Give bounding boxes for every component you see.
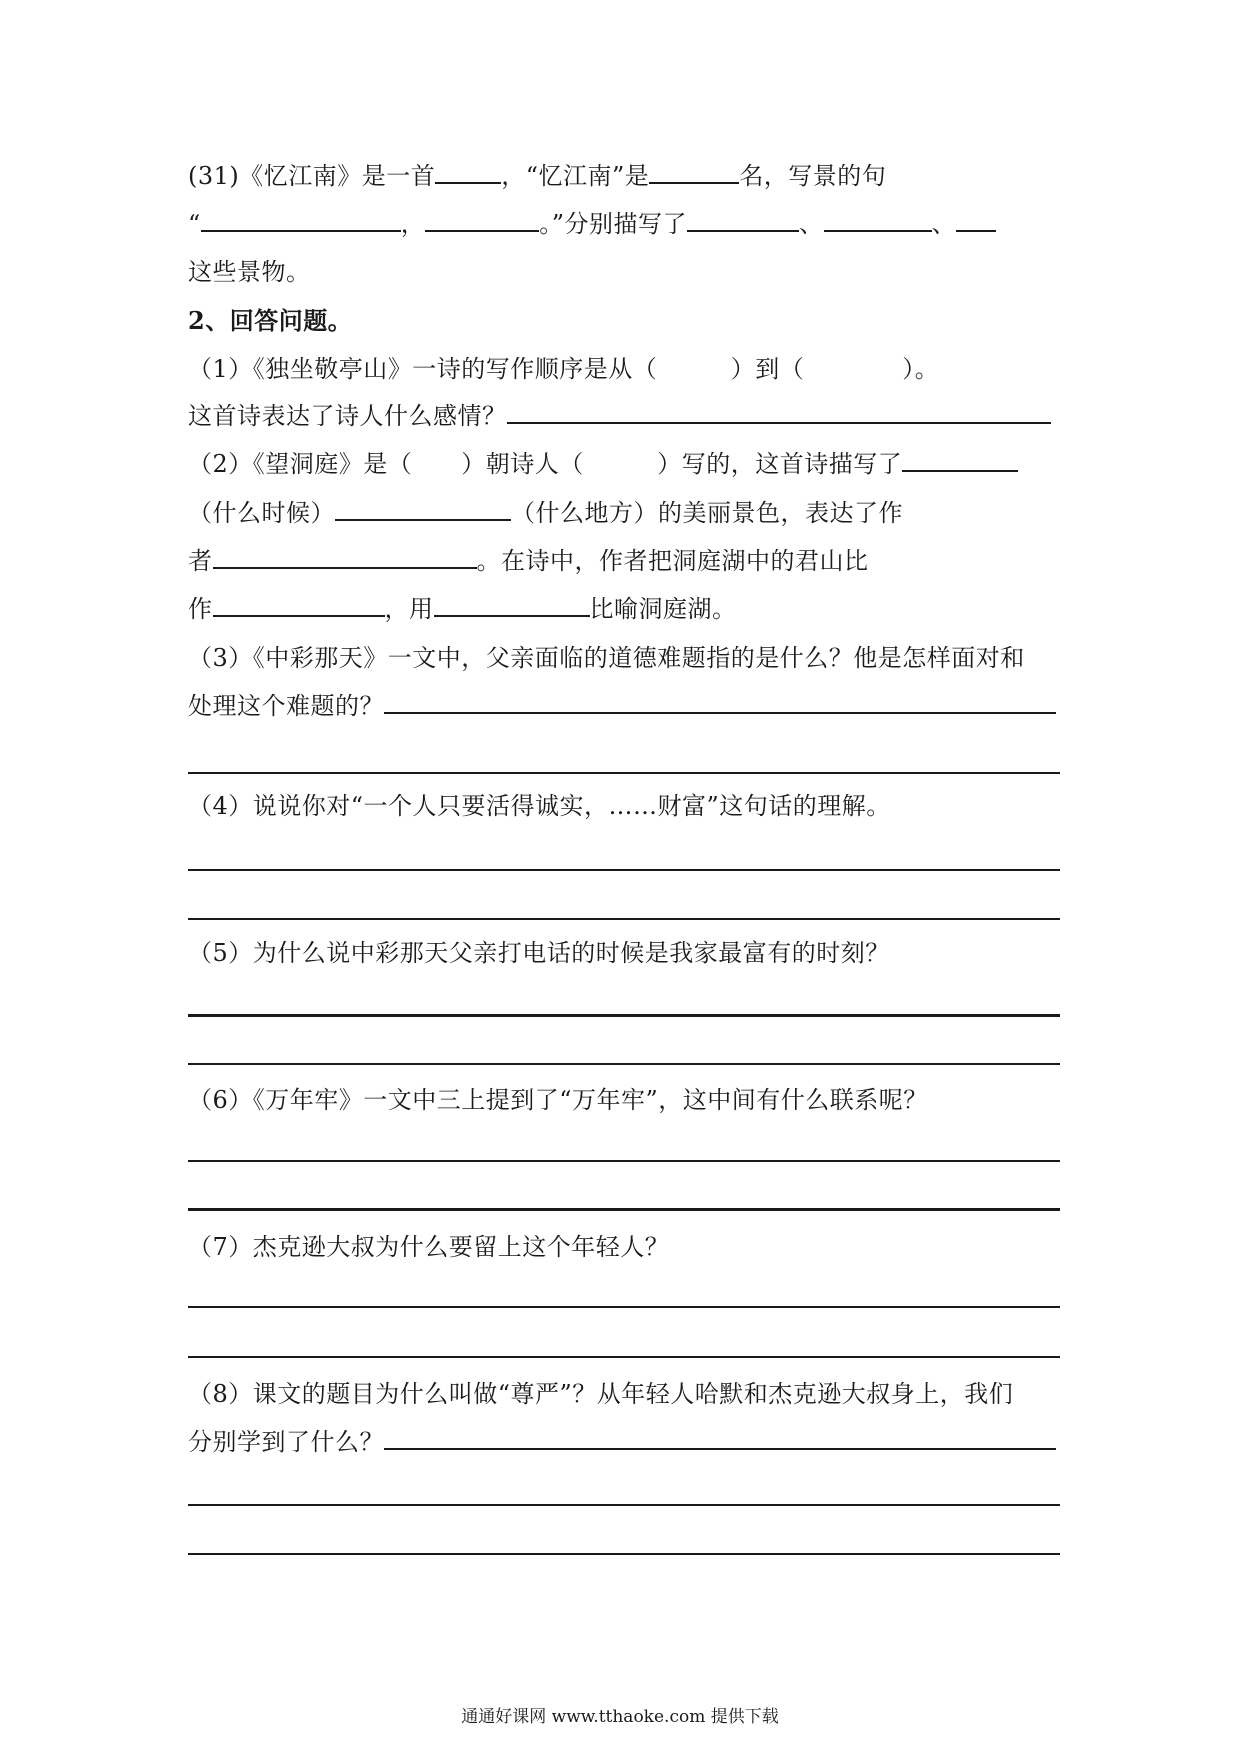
q31-blank-7[interactable] [956,208,996,232]
q2-line3 [188,545,869,577]
q1-line2 [188,400,1051,432]
q4-answer-line-1[interactable] [188,869,1060,871]
q31-text-described: 。”分别描写了 [539,210,688,238]
q31-line3: 这些景物。 [188,258,311,286]
q7-answer-line-1[interactable] [188,1306,1060,1308]
q2-blank-metaphor-2[interactable] [434,593,590,617]
q2-text-compare: 。在诗中，作者把洞庭湖中的君山比 [476,547,869,575]
q31-text-b: ，“忆江南”是 [501,162,650,190]
q31-blank-4[interactable] [425,208,539,232]
q31-text-open-quote: “ [188,210,201,238]
q31-blank-5[interactable] [687,208,799,232]
q2-text-1: （2）《望洞庭》是（ ）朝诗人（ ）写的，这首诗描写了 [188,450,903,478]
q2-line2 [188,497,903,529]
q2-text-lake: 比喻洞庭湖。 [589,595,737,623]
q31-text-comma: ， [400,210,426,238]
q31-text-c: 名，写景的句 [739,162,887,190]
q5-line1: （5）为什么说中彩那天父亲打电话的时候是我家最富有的时刻？ [188,939,890,967]
q3-answer-blank[interactable] [384,690,1056,714]
q5-answer-line-2[interactable] [188,1063,1060,1065]
q1-line1: （1）《独坐敬亭山》一诗的写作顺序是从（ ）到（ ）。 [188,355,940,383]
q2-line4 [188,593,737,625]
q31-blank-1[interactable] [435,160,501,184]
q8-question: 分别学到了什么？ [188,1428,384,1456]
q4-line1: （4）说说你对“一个人只要活得诚实，……财富”这句话的理解。 [188,792,891,820]
q7-line1: （7）杰克逊大叔为什么要留上这个年轻人？ [188,1233,670,1261]
q1-answer-blank[interactable] [507,400,1051,424]
page-footer: 通通好课网 www.tthaoke.com 提供下载 [461,1707,779,1727]
q8-answer-line-1[interactable] [188,1504,1060,1506]
q2-text-use: ，用 [384,595,434,623]
q2-text-when: （什么时候） [188,499,335,527]
q6-answer-line-2[interactable] [188,1208,1060,1211]
q31-blank-6[interactable] [824,208,932,232]
q31-text-sep1: 、 [799,210,824,238]
q2-text-author: 者 [188,547,213,575]
q5-answer-line-1[interactable] [188,1014,1060,1017]
q2-text-where: （什么地方）的美丽景色，表达了作 [511,499,903,527]
q2-blank-scene[interactable] [902,448,1018,472]
q31-line2 [188,208,996,240]
q2-blank-metaphor-1[interactable] [213,593,385,617]
section-2-title: 2、回答问题。 [188,306,353,335]
q6-line1: （6）《万年牢》一文中三上提到了“万年牢”，这中间有什么联系呢？ [188,1086,928,1114]
q8-line1: （8）课文的题目为什么叫做“尊严”？从年轻人哈默和杰克逊大叔身上，我们 [188,1380,1014,1408]
q8-answer-line-2[interactable] [188,1553,1060,1555]
q31-blank-2[interactable] [649,160,739,184]
q3-answer-line[interactable] [188,772,1060,774]
q2-text-as: 作 [188,595,213,623]
q8-answer-blank[interactable] [384,1426,1056,1450]
q4-answer-line-2[interactable] [188,918,1060,920]
q8-line2 [188,1426,1056,1458]
q2-line1 [188,448,1018,480]
q31-blank-3[interactable] [201,208,401,232]
q1-question: 这首诗表达了诗人什么感情？ [188,402,507,430]
q2-blank-feeling[interactable] [213,545,477,569]
q6-answer-line-1[interactable] [188,1160,1060,1162]
q3-line1: （3）《中彩那天》一文中，父亲面临的道德难题指的是什么？他是怎样面对和 [188,644,1025,672]
q31-text-sep2: 、 [931,210,957,238]
q7-answer-line-2[interactable] [188,1356,1060,1358]
q3-question: 处理这个难题的？ [188,692,384,720]
q31-line1 [188,160,886,192]
q31-text-a: (31)《忆江南》是一首 [188,162,436,190]
q3-line2 [188,690,1056,722]
q2-blank-when[interactable] [335,497,511,521]
